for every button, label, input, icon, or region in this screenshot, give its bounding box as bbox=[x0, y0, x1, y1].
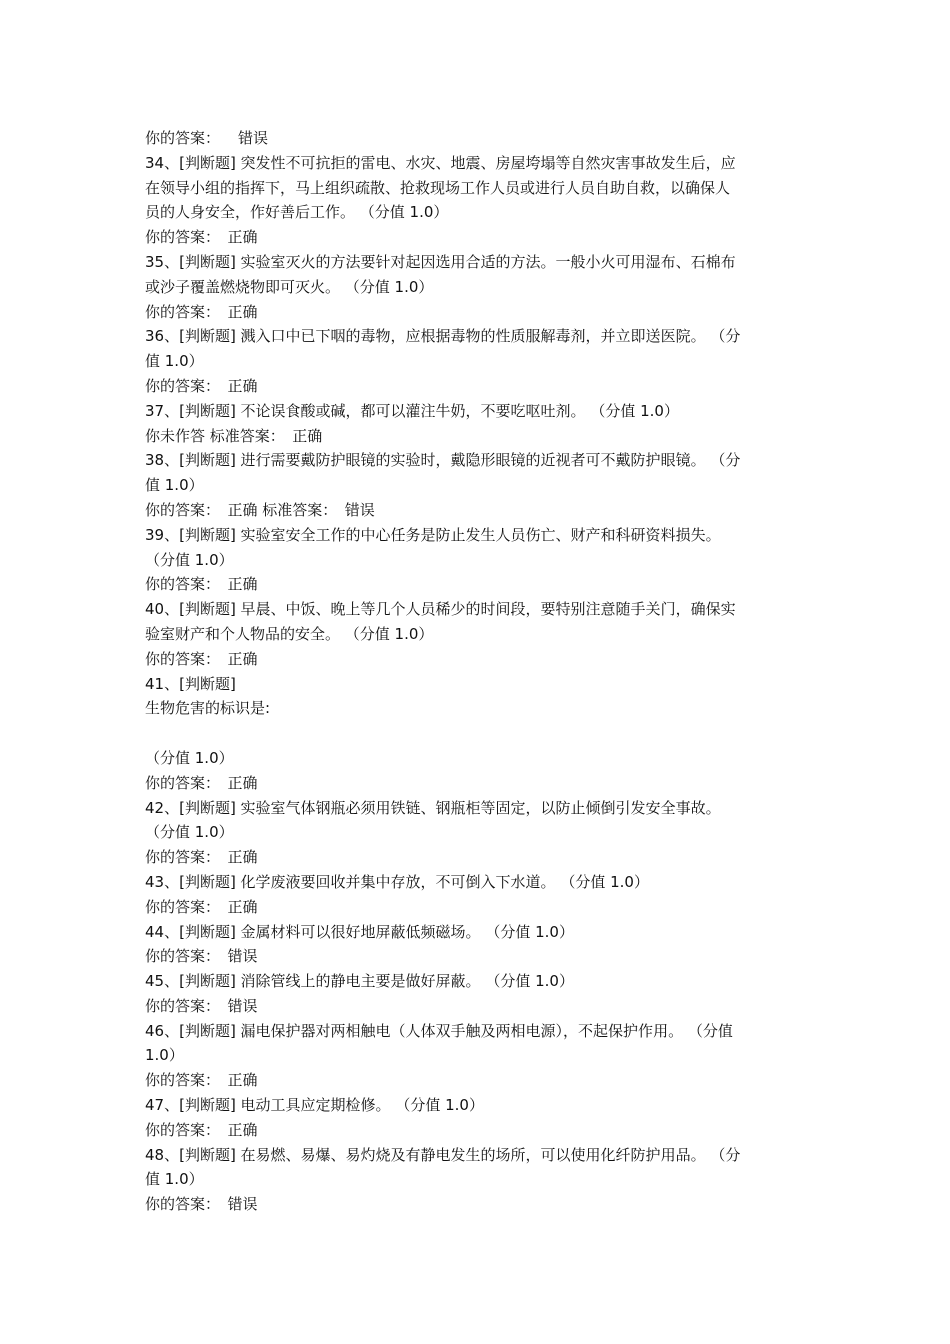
question-text-line: （分值 1.0） bbox=[145, 748, 234, 767]
answer-line: 你的答案： 正确 bbox=[145, 1120, 258, 1139]
quiz-results-page bbox=[145, 126, 810, 1217]
question-text-line: （分值 1.0） bbox=[145, 550, 234, 569]
question-text-line: 41、[判断题] bbox=[145, 674, 236, 693]
question-text-line: 35、[判断题] 实验室灭火的方法要针对起因选用合适的方法。一般小火可用湿布、石棉布 bbox=[145, 252, 736, 271]
question-text-line: 值 1.0） bbox=[145, 476, 204, 495]
answer-line: 你的答案： 正确 bbox=[145, 848, 258, 867]
question-item bbox=[145, 969, 810, 1019]
answer-line: 你的答案： 正确 bbox=[145, 575, 258, 594]
question-text-line: （分值 1.0） bbox=[145, 823, 234, 842]
question-text-line bbox=[145, 721, 810, 746]
question-text-line: 43、[判断题] 化学废液要回收并集中存放，不可倒入下水道。 （分值 1.0） bbox=[145, 872, 649, 891]
answer-line: 你的答案： 正确 标准答案： 错误 bbox=[145, 500, 375, 519]
question-text-line: 46、[判断题] 漏电保护器对两相触电（人体双手触及两相电源），不起保护作用。 （分值 bbox=[145, 1021, 733, 1040]
question-item bbox=[145, 796, 810, 870]
question-item bbox=[145, 523, 810, 597]
question-text-line: 验室财产和个人物品的安全。 （分值 1.0） bbox=[145, 624, 434, 643]
question-item bbox=[145, 1093, 810, 1143]
question-item bbox=[145, 324, 810, 398]
answer-line: 你的答案： 正确 bbox=[145, 649, 258, 668]
question-text-line: 39、[判断题] 实验室安全工作的中心任务是防止发生人员伤亡、财产和科研资料损失。 bbox=[145, 525, 721, 544]
question-item bbox=[145, 399, 810, 449]
question-text-line: 45、[判断题] 消除管线上的静电主要是做好屏蔽。 （分值 1.0） bbox=[145, 972, 574, 991]
question-text-line: 44、[判断题] 金属材料可以很好地屏蔽低频磁场。 （分值 1.0） bbox=[145, 922, 574, 941]
question-item bbox=[145, 672, 810, 796]
question-text-line: 36、[判断题] 溅入口中已下咽的毒物，应根据毒物的性质服解毒剂，并立即送医院。 （分 bbox=[145, 327, 741, 346]
question-text-line: 在领导小组的指挥下，马上组织疏散、抢救现场工作人员或进行人员自助自救，以确保人 bbox=[145, 178, 731, 197]
answer-line: 你的答案： 正确 bbox=[145, 376, 258, 395]
question-text-line: 48、[判断题] 在易燃、易爆、易灼烧及有静电发生的场所，可以使用化纤防护用品。 （分 bbox=[145, 1145, 741, 1164]
answer-line: 你的答案： 正确 bbox=[145, 228, 258, 247]
question-item bbox=[145, 920, 810, 970]
question-text-line: 1.0） bbox=[145, 1046, 184, 1065]
answer-line: 你未作答 标准答案： 正确 bbox=[145, 426, 323, 445]
question-item bbox=[145, 250, 810, 324]
answer-value: 错误 bbox=[238, 129, 269, 147]
answer-line: 你的答案： 正确 bbox=[145, 1071, 258, 1090]
question-list bbox=[145, 151, 810, 1217]
question-text-line: 38、[判断题] 进行需要戴防护眼镜的实验时，戴隐形眼镜的近视者可不戴防护眼镜。 （分 bbox=[145, 451, 741, 470]
answer-line: 你的答案： 错误 bbox=[145, 1195, 258, 1214]
question-text-line: 生物危害的标识是: bbox=[145, 699, 271, 718]
question-item bbox=[145, 870, 810, 920]
answer-line: 你的答案： 正确 bbox=[145, 773, 258, 792]
answer-line: 你的答案： 错误 bbox=[145, 996, 258, 1015]
question-text-line: 34、[判断题] 突发性不可抗拒的雷电、水灾、地震、房屋垮塌等自然灾害事故发生后，应 bbox=[145, 153, 736, 172]
question-item bbox=[145, 448, 810, 522]
question-text-line: 值 1.0） bbox=[145, 1170, 204, 1189]
question-text-line: 37、[判断题] 不论误食酸或碱，都可以灌注牛奶，不要吃呕吐剂。 （分值 1.0） bbox=[145, 401, 679, 420]
question-text-line: 或沙子覆盖燃烧物即可灭火。 （分值 1.0） bbox=[145, 277, 434, 296]
answer-line: 你的答案： 正确 bbox=[145, 302, 258, 321]
question-item bbox=[145, 597, 810, 671]
question-text-line: 40、[判断题] 早晨、中饭、晚上等几个人员稀少的时间段，要特别注意随手关门，确保实 bbox=[145, 600, 736, 619]
first-answer-line bbox=[145, 126, 810, 151]
question-text-line: 员的人身安全，作好善后工作。 （分值 1.0） bbox=[145, 203, 449, 222]
answer-line: 你的答案： 正确 bbox=[145, 897, 258, 916]
question-item bbox=[145, 1019, 810, 1093]
question-text-line: 值 1.0） bbox=[145, 352, 204, 371]
answer-label: 你的答案： bbox=[145, 129, 221, 147]
answer-line: 你的答案： 错误 bbox=[145, 947, 258, 966]
question-item bbox=[145, 151, 810, 250]
question-item bbox=[145, 1143, 810, 1217]
question-text-line: 42、[判断题] 实验室气体钢瓶必须用铁链、钢瓶柜等固定，以防止倾倒引发安全事故。 bbox=[145, 798, 721, 817]
question-text-line: 47、[判断题] 电动工具应定期检修。 （分值 1.0） bbox=[145, 1096, 484, 1115]
